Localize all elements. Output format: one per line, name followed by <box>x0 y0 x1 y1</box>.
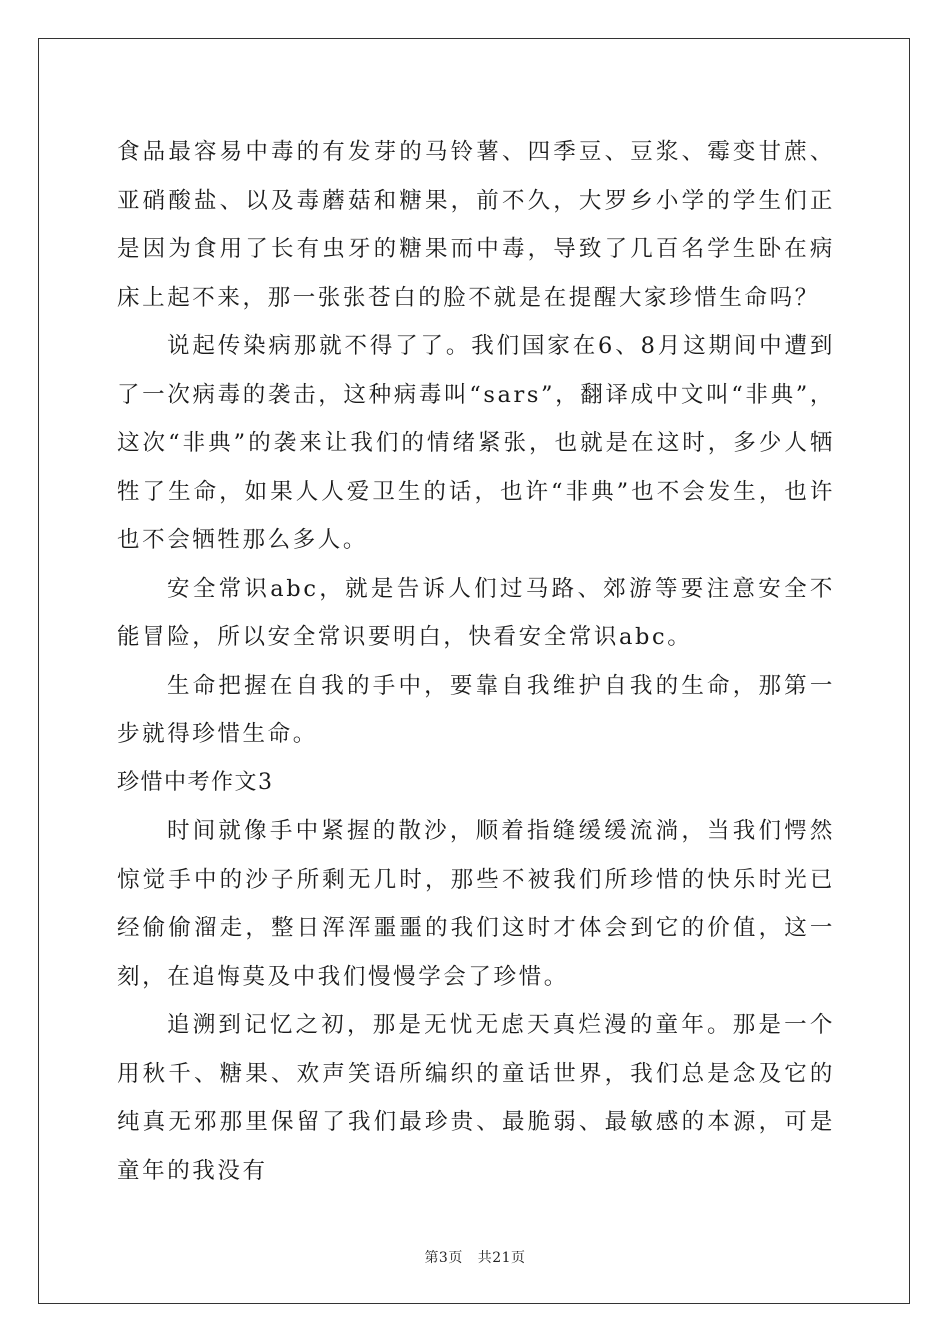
paragraph-infectious-disease: 说起传染病那就不得了了。我们国家在6、8月这期间中遭到了一次病毒的袭击，这种病毒叫“sars”，翻译成中文叫“非典”，这次“非典”的袭来让我们的情绪紧张，也就是在这时，多少人牺牲了生命，如果人人爱卫生的话，也许“非典”也不会发生，也许也不会牺牲那么多人。 <box>117 333 835 553</box>
section-heading: 珍惜中考作文3 <box>117 769 274 795</box>
current-page-label: 第3页 <box>424 1250 463 1266</box>
paragraph-safety-abc: 安全常识abc，就是告诉人们过马路、郊游等要注意安全不能冒险，所以安全常识要明白，快看安全常识abc。 <box>117 575 835 650</box>
paragraph-cherish-life: 生命把握在自我的手中，要靠自我维护自我的生命，那第一步就得珍惜生命。 <box>117 672 835 747</box>
paragraph-childhood: 追溯到记忆之初，那是无忧无虑天真烂漫的童年。那是一个用秋千、糖果、欢声笑语所编织的童话世界，我们总是念及它的纯真无邪那里保留了我们最珍贵、最脆弱、最敏感的本源，可是童年的我没有 <box>117 1012 835 1184</box>
paragraph-food-poisoning: 食品最容易中毒的有发芽的马铃薯、四季豆、豆浆、霉变甘蔗、亚硝酸盐、以及毒蘑菇和糖果，前不久，大罗乡小学的学生们正是因为食用了长有虫牙的糖果而中毒，导致了几百名学生卧在病床上起不来，那一张张苍白的脸不就是在提醒大家珍惜生命吗？ <box>117 139 835 311</box>
document-body <box>117 128 835 1195</box>
paragraph-time-sand: 时间就像手中紧握的散沙，顺着指缝缓缓流淌，当我们愕然惊觉手中的沙子所剩无几时，那些不被我们所珍惜的快乐时光已经偷偷溜走，整日浑浑噩噩的我们这时才体会到它的价值，这一刻，在追悔莫及中我们慢慢学会了珍惜。 <box>117 818 835 990</box>
total-pages-label: 共21页 <box>477 1250 526 1266</box>
page-footer <box>0 1247 950 1267</box>
